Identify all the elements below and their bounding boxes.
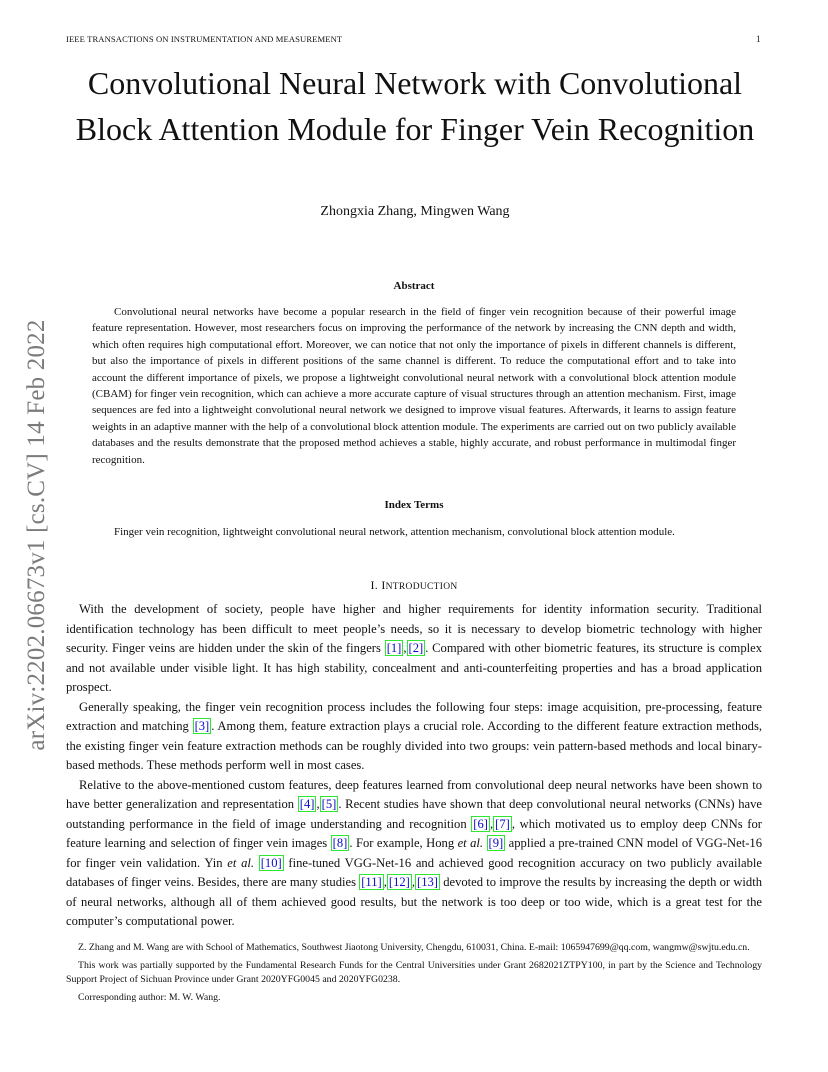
citation-link[interactable]: [1] <box>386 641 402 655</box>
citation-link[interactable]: [11] <box>361 875 382 889</box>
intro-paragraph-1 <box>66 600 762 698</box>
introduction-heading-numeral: I. I <box>370 578 386 592</box>
footnote-affiliation: Z. Zhang and M. Wang are with School of Mathematics, Southwest Jiaotong University, Chengdu, 610031, China. E-mail: 1065947699@qq.com, wangmw@swjtu.edu.cn. <box>78 942 750 953</box>
footnote-funding: This work was partially supported by the Fundamental Research Funds for the Central Universities under Grant 2682021ZTPY100, in part by the Science and Technology Support Project of Sichuan Province under Grant 2020YFG0045 and 2020YFG0238. <box>66 959 762 986</box>
intro-p3-text-c: , which motivated us to employ deep CNNs for feature learning and selection of finger vein images <box>66 816 762 850</box>
citation-separator: , <box>316 797 320 811</box>
intro-p3-text-a: Relative to the above-mentioned custom features, deep features learned from convolutional deep neural networks have been shown to have better generalization and representation <box>66 777 762 811</box>
citation-link[interactable]: [5] <box>321 797 337 811</box>
introduction-body <box>66 600 762 932</box>
introduction-heading-rest: NTRODUCTION <box>385 582 458 592</box>
intro-p2-text-a: Generally speaking, the finger vein recognition process includes the following four steps: image acquisition, pre-processing, feature extraction and matching <box>66 699 762 733</box>
running-header: IEEE TRANSACTIONS ON INSTRUMENTATION AND MEASUREMENT <box>66 34 343 44</box>
intro-p3-text-i: devoted to improve the results by increasing the depth or width of neural networks, although all of them achieved good results, but the network is too deep or too wide, which is a great test for the computer’s computational power. <box>66 875 763 928</box>
index-terms-heading: Index Terms <box>384 499 444 511</box>
intro-p1-text-b: . Compared with other biometric features, its structure is complex and not available under visible light. It has high stability, concealment and anti-counterfeiting properties and has a broad application prospect. <box>66 641 763 694</box>
index-terms-text: Finger vein recognition, lightweight convolutional neural network, attention mechanism, convolutional block attention module. <box>114 526 675 538</box>
citation-link[interactable]: [6] <box>473 816 488 831</box>
citation-separator: , <box>383 875 387 889</box>
intro-p3-text-d: . For example, Hong <box>349 836 458 850</box>
citation-link[interactable]: [3] <box>194 719 210 733</box>
intro-p3-text-h: fine-tuned VGG-Net-16 and achieved good recognition accuracy on two publicly available databases of finger veins. Besides, there are many studies <box>66 855 762 889</box>
citation-separator: , <box>411 875 416 889</box>
abstract-text: Convolutional neural networks have become a popular research in the field of finger vein recognition because of their powerful image feature representation. However, most researchers focus on improving the performance of the network by increasing the CNN depth and width, which often requires high computational effort. Moreover, we can notice that not only the importance of pixels in different channels is different, but also the importance of pixels in different positions of the same channel is different. To reduce the computational effort and to take into account the different importance of pixels, we propose a lightweight convolutional neural network with a convolutional block attention module (CBAM) for finger vein recognition, which can achieve a more accurate capture of visual structures through an attention mechanism. First, image sequences are fed into a lightweight convolutional neural network we designed to improve visual features. Afterwards, it learns to assign feature weights in an adaptive manner with the help of a convolutional block attention module. The experiments are carried out on two publicly available databases and the results demonstrate that the proposed method achieves a stable, highly accurate, and robust performance in multimodal finger recognition. <box>92 306 736 466</box>
intro-p3-text-e <box>483 836 486 850</box>
introduction-heading <box>66 578 762 593</box>
footnote-corresponding-author: Corresponding author: M. W. Wang. <box>78 991 221 1003</box>
intro-p1-text-a: With the development of society, people have higher and higher requirements for identity information security. Traditional identification technology has been difficult to meet people’s needs, so it is necessary to develop biometric technology with higher security. Finger veins are hidden under the skin of the fingers <box>66 602 762 655</box>
citation-link[interactable]: [12] <box>388 875 410 889</box>
page-number: 1 <box>756 34 761 44</box>
intro-p2-text-b: . Among them, feature extraction plays a crucial role. According to the different feature extraction methods, the existing finger vein feature extraction methods can be roughly divided into two groups: vein pattern-based methods and local binary-based methods. These methods perform well in most cases. <box>66 719 762 772</box>
citation-link[interactable]: [2] <box>408 641 424 655</box>
citation-link[interactable]: [10] <box>260 855 282 870</box>
intro-paragraph-3 <box>66 776 762 932</box>
paper-authors: Zhongxia Zhang, Mingwen Wang <box>320 204 510 219</box>
arxiv-identifier-stamp[interactable]: arXiv:2202.06673v1 [cs.CV] 14 Feb 2022 <box>23 319 50 751</box>
et-al-italic: et al. <box>227 855 255 870</box>
citation-separator: , <box>489 816 494 831</box>
intro-p3-text-f: applied a pre-trained CNN model of VGG-Net-16 for finger vein validation. Yin <box>66 836 763 870</box>
footnotes <box>66 941 762 1008</box>
abstract-heading: Abstract <box>393 280 435 292</box>
citation-link[interactable]: [8] <box>332 836 348 850</box>
et-al-italic: et al. <box>457 836 484 850</box>
paper-title: Convolutional Neural Network with Convolutional Block Attention Module for Finger Vein Recognition <box>75 65 755 147</box>
citation-separator: , <box>403 641 407 655</box>
intro-paragraph-2 <box>66 698 762 776</box>
citation-link[interactable]: [7] <box>495 816 510 831</box>
intro-p3-text-b: . Recent studies have shown that deep convolutional neural networks (CNNs) have outstanding performance in the field of image understanding and recognition <box>66 797 762 831</box>
citation-link[interactable]: [9] <box>488 836 504 850</box>
citation-link[interactable]: [13] <box>417 875 438 889</box>
citation-link[interactable]: [4] <box>299 797 315 811</box>
